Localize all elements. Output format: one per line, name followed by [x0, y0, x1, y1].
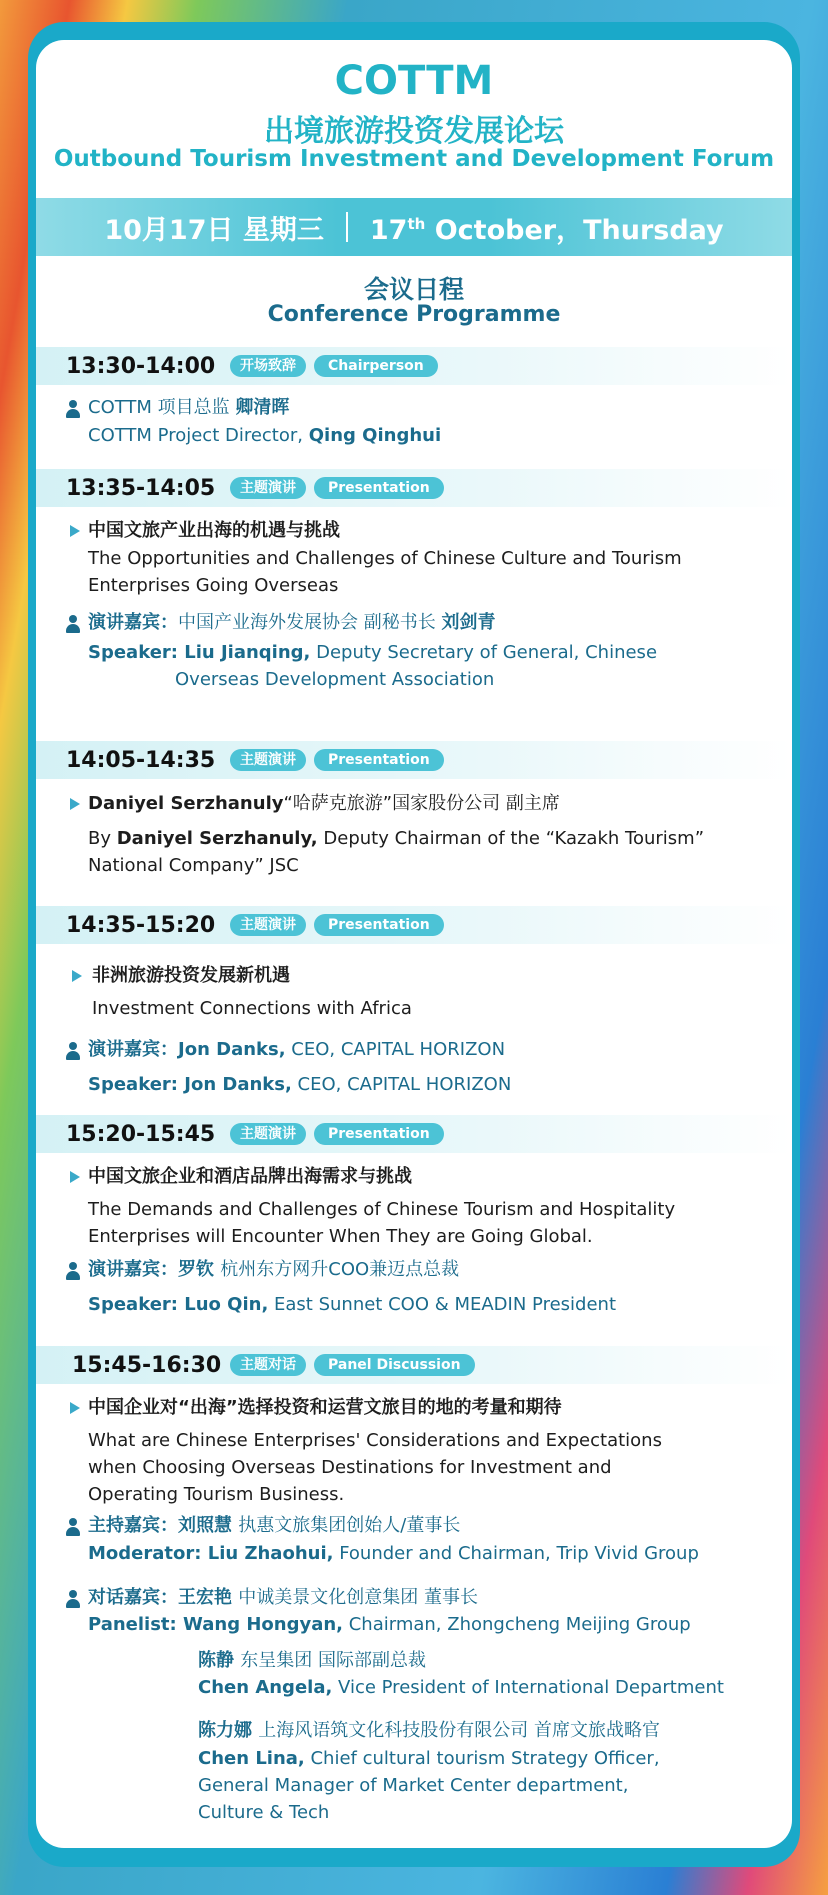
session-time-band — [36, 1115, 792, 1153]
topic-en-line2: Enterprises will Encounter When They are Going Global. — [88, 1226, 593, 1247]
date-en-sup: th — [407, 214, 426, 233]
topic-cn: 中国文旅产业出海的机遇与挑战 — [88, 520, 340, 541]
speaker-en-label: Speaker: — [88, 1074, 185, 1095]
speaker-cn — [88, 1257, 459, 1283]
moderator-en — [88, 1541, 699, 1567]
topic-en-line1: What are Chinese Enterprises' Considerations and Expectations — [88, 1430, 662, 1451]
speaker-cn-role: CEO, CAPITAL HORIZON — [285, 1039, 506, 1060]
programme-title-en: Conference Programme — [267, 302, 561, 327]
topic-cn: 非洲旅游投资发展新机遇 — [92, 965, 290, 986]
person-icon — [66, 1262, 80, 1280]
person-icon — [66, 1518, 80, 1536]
panelist-en-name: Wang Hongyan, — [183, 1614, 344, 1635]
date-divider — [346, 212, 348, 242]
topic-en-line3: Operating Tourism Business. — [88, 1484, 345, 1505]
chair-en — [88, 423, 441, 449]
date-en-day: 17 — [369, 214, 408, 246]
panelist-cn — [88, 1585, 478, 1611]
topic-cn: 中国文旅企业和酒店品牌出海需求与挑战 — [88, 1166, 412, 1187]
topic-en-line1 — [88, 826, 704, 852]
topic-en-line1: The Opportunities and Challenges of Chinese Culture and Tourism — [88, 548, 682, 569]
speaker-en-label: Speaker: — [88, 642, 185, 663]
panelist3-cn-role: 上海风语筑文化科技股份有限公司 首席文旅战略官 — [258, 1720, 661, 1741]
panelist3-cn-name: 陈力娜 — [198, 1720, 259, 1741]
topic-en-line2: National Company” JSC — [88, 855, 299, 876]
topic-speaker-name: Daniyel Serzhanuly — [88, 793, 284, 814]
chair-en-role: COTTM Project Director, — [88, 425, 309, 446]
speaker-cn — [88, 1037, 505, 1063]
topic-en-line2: when Choosing Overseas Destinations for Investment and — [88, 1457, 612, 1478]
session-tag-en: Presentation — [314, 914, 444, 936]
bullet-triangle-icon — [70, 525, 80, 537]
speaker-en — [88, 1292, 616, 1318]
chair-en-name: Qing Qinghui — [308, 425, 442, 446]
topic-cn — [88, 791, 560, 817]
panelist2-en — [198, 1675, 724, 1701]
session-tag-en: Presentation — [314, 1123, 444, 1145]
speaker-en-name: Luo Qin, — [184, 1294, 269, 1315]
session-time: 15:45-16:30 — [72, 1352, 222, 1378]
session-time-band — [36, 741, 792, 779]
person-icon — [66, 1590, 80, 1608]
chair-cn-role: COTTM 项目总监 — [88, 397, 236, 418]
speaker-cn-name: 罗钦 — [178, 1259, 221, 1280]
date-cn: 10月17日 星期三 — [104, 214, 324, 246]
poster-content — [36, 40, 792, 1848]
person-icon — [66, 1042, 80, 1060]
by-name: Daniyel Serzhanuly, — [116, 828, 318, 849]
topic-en-line1: The Demands and Challenges of Chinese Tourism and Hospitality — [88, 1199, 676, 1220]
speaker-en-name: Liu Jianqing, — [184, 642, 311, 663]
speaker-en-role: East Sunnet COO & MEADIN President — [268, 1294, 617, 1315]
panelist3-en-line2: General Manager of Market Center department, — [198, 1775, 629, 1796]
topic-en: Investment Connections with Africa — [92, 998, 412, 1019]
session-tag-en: Presentation — [314, 749, 444, 771]
session-tag-en: Chairperson — [314, 355, 438, 377]
session-tag-cn: 主题演讲 — [230, 1123, 306, 1145]
session-tag-cn: 主题对话 — [230, 1354, 306, 1376]
session-time-band — [36, 347, 792, 385]
panelist-cn-name: 王宏艳 — [178, 1587, 239, 1608]
session-tag-cn: 主题演讲 — [230, 477, 306, 499]
session-tag-en: Presentation — [314, 477, 444, 499]
panelist-cn-role: 中诚美景文化创意集团 董事长 — [238, 1587, 479, 1608]
session-time: 14:05-14:35 — [66, 747, 216, 773]
chair-cn — [88, 395, 289, 421]
by-prefix: By — [88, 828, 117, 849]
date-en-rest: October，Thursday — [425, 214, 724, 246]
speaker-en-role: Deputy Secretary of General, Chinese — [310, 642, 658, 663]
session-tag-cn: 开场致辞 — [230, 355, 306, 377]
forum-title: COTTM — [334, 58, 494, 104]
moderator-cn-name: 刘照慧 — [178, 1515, 239, 1536]
speaker-cn-name: Jon Danks, — [178, 1039, 286, 1060]
session-time-band — [36, 469, 792, 507]
speaker-cn — [88, 610, 495, 636]
topic-speaker-role: “哈萨克旅游”国家股份公司 副主席 — [283, 793, 560, 814]
moderator-cn — [88, 1513, 460, 1539]
session-time: 13:35-14:05 — [66, 475, 216, 501]
panelist3-cn — [198, 1718, 660, 1744]
panelist3-en-name: Chen Lina, — [198, 1748, 305, 1769]
date-band — [36, 198, 792, 256]
panelist-cn-label: 对话嘉宾： — [88, 1587, 178, 1608]
speaker-cn-label: 演讲嘉宾： — [88, 1259, 178, 1280]
speaker-cn-role: 杭州东方网升COO兼迈点总裁 — [220, 1259, 460, 1280]
session-tag-cn: 主题演讲 — [230, 914, 306, 936]
topic-en-line2: Enterprises Going Overseas — [88, 575, 339, 596]
bullet-triangle-icon — [70, 1171, 80, 1183]
panelist-en — [88, 1612, 691, 1638]
session-time-band — [36, 906, 792, 944]
speaker-en-name: Jon Danks, — [184, 1074, 292, 1095]
panelist3-en — [198, 1746, 660, 1772]
speaker-en-role-cont: Overseas Development Association — [175, 669, 495, 690]
moderator-cn-label: 主持嘉宾： — [88, 1515, 178, 1536]
date-en — [370, 208, 724, 247]
panelist3-en-role: Chief cultural tourism Strategy Officer, — [304, 1748, 660, 1769]
panelist2-en-role: Vice President of International Department — [332, 1677, 724, 1698]
speaker-en-label: Speaker: — [88, 1294, 185, 1315]
panelist2-cn — [198, 1648, 426, 1674]
topic-cn: 中国企业对“出海”选择投资和运营文旅目的地的考量和期待 — [88, 1397, 562, 1418]
panelist-en-role: Chairman, Zhongcheng Meijing Group — [343, 1614, 691, 1635]
speaker-en-role: CEO, CAPITAL HORIZON — [291, 1074, 512, 1095]
session-time-band — [36, 1346, 792, 1384]
panelist-en-label: Panelist: — [88, 1614, 184, 1635]
moderator-en-name: Liu Zhaohui, — [207, 1543, 334, 1564]
person-icon — [66, 615, 80, 633]
panelist3-en-line3: Culture & Tech — [198, 1802, 330, 1823]
person-icon — [66, 400, 80, 418]
bullet-triangle-icon — [72, 970, 82, 982]
panelist2-en-name: Chen Angela, — [198, 1677, 333, 1698]
forum-title-cn: 出境旅游投资发展论坛 — [264, 114, 564, 149]
speaker-cn-name: 刘剑青 — [441, 612, 496, 633]
bullet-triangle-icon — [70, 1402, 80, 1414]
session-tag-cn: 主题演讲 — [230, 749, 306, 771]
speaker-cn-label: 演讲嘉宾： — [88, 1039, 178, 1060]
bullet-triangle-icon — [70, 798, 80, 810]
programme-title-cn: 会议日程 — [363, 275, 464, 304]
panelist2-cn-role: 东呈集团 国际部副总裁 — [240, 1650, 427, 1671]
speaker-en — [88, 1072, 511, 1098]
moderator-en-label: Moderator: — [88, 1543, 208, 1564]
chair-cn-name: 卿清晖 — [235, 397, 290, 418]
by-role: Deputy Chairman of the “Kazakh Tourism” — [317, 828, 705, 849]
session-time: 14:35-15:20 — [66, 912, 216, 938]
session-time: 15:20-15:45 — [66, 1121, 216, 1147]
session-tag-en: Panel Discussion — [314, 1354, 475, 1376]
forum-title-en: Outbound Tourism Investment and Development Forum — [53, 146, 775, 172]
moderator-en-role: Founder and Chairman, Trip Vivid Group — [333, 1543, 699, 1564]
moderator-cn-role: 执惠文旅集团创始人/董事长 — [238, 1515, 461, 1536]
speaker-en — [88, 640, 657, 666]
panelist2-cn-name: 陈静 — [198, 1650, 241, 1671]
speaker-cn-role: 中国产业海外发展协会 副秘书长 — [178, 612, 442, 633]
speaker-cn-label: 演讲嘉宾： — [88, 612, 178, 633]
session-time: 13:30-14:00 — [66, 353, 216, 379]
